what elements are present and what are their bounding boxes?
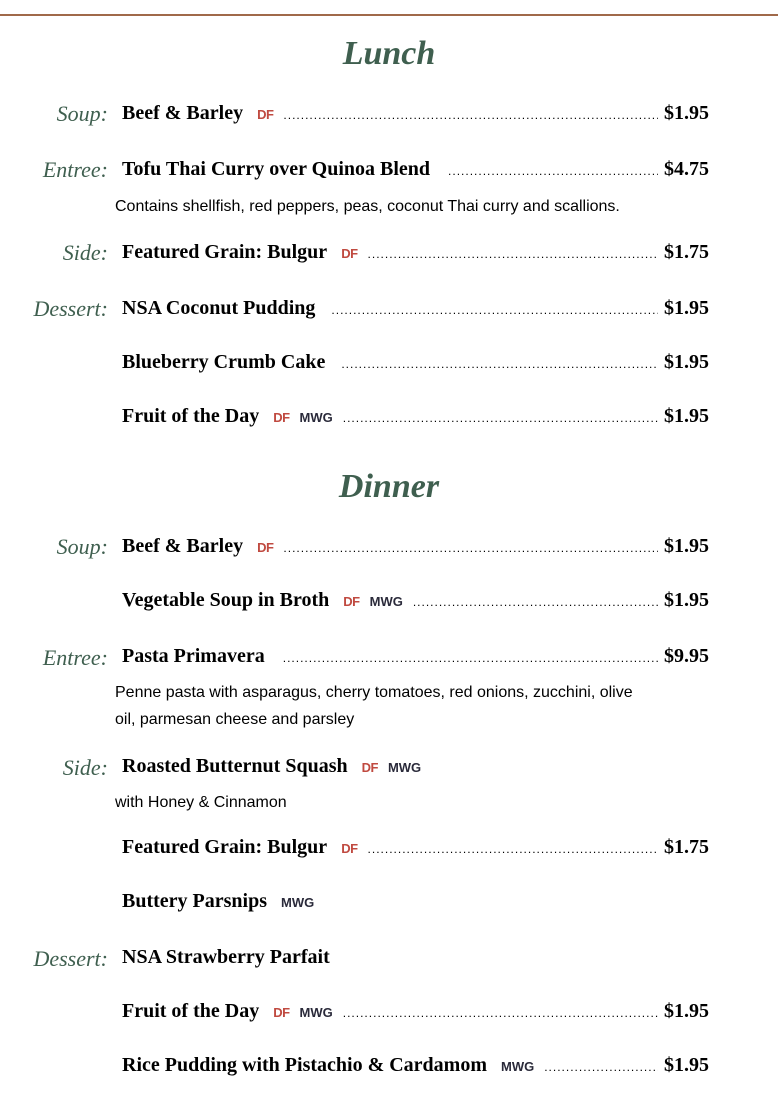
menu-item bbox=[122, 753, 709, 779]
lunch-heading: Lunch bbox=[342, 35, 436, 72]
lunch-category-dessert: Dessert: bbox=[33, 296, 108, 321]
menu-item bbox=[122, 1052, 709, 1078]
dairy-free-badge: DF bbox=[341, 246, 358, 261]
item-name: Roasted Butternut Squash bbox=[122, 755, 348, 777]
item-price: $1.95 bbox=[664, 1000, 709, 1022]
leader-dots bbox=[368, 247, 658, 261]
item-price: $1.75 bbox=[664, 836, 709, 858]
lunch-category-side: Side: bbox=[62, 240, 108, 265]
item-price: $1.95 bbox=[664, 297, 709, 319]
item-description: oil, parmesan cheese and parsley bbox=[115, 711, 355, 728]
menu-item bbox=[122, 998, 709, 1024]
mwg-badge: MWG bbox=[501, 1059, 535, 1074]
dinner-heading: Dinner bbox=[338, 468, 440, 505]
leader-dots bbox=[448, 164, 658, 178]
dinner-category-soup: Soup: bbox=[56, 534, 108, 559]
lunch-category-soup: Soup: bbox=[56, 101, 108, 126]
item-name: Beef & Barley bbox=[122, 535, 244, 557]
leader-dots bbox=[283, 108, 658, 122]
item-price: $1.95 bbox=[664, 405, 709, 427]
menu-item bbox=[122, 100, 709, 126]
item-price: $1.95 bbox=[664, 589, 709, 611]
leader-dots bbox=[331, 303, 658, 317]
item-price: $1.95 bbox=[664, 535, 709, 557]
dinner-category-entree: Entree: bbox=[42, 645, 108, 670]
item-name: Blueberry Crumb Cake bbox=[122, 351, 326, 373]
item-name: Tofu Thai Curry over Quinoa Blend bbox=[122, 158, 431, 180]
menu-item bbox=[122, 587, 709, 613]
leader-dots bbox=[343, 411, 658, 425]
item-name: Buttery Parsnips bbox=[122, 890, 267, 912]
mwg-badge: MWG bbox=[299, 410, 333, 425]
top-divider bbox=[0, 14, 778, 16]
item-name: Fruit of the Day bbox=[122, 405, 260, 427]
mwg-badge: MWG bbox=[387, 760, 422, 775]
menu-item bbox=[122, 239, 709, 265]
leader-dots bbox=[341, 357, 658, 371]
item-description: Penne pasta with asparagus, cherry tomatoes, red onions, zucchini, olive bbox=[115, 684, 633, 701]
item-price: $1.95 bbox=[664, 102, 709, 124]
dairy-free-badge: DF bbox=[361, 760, 378, 775]
menu-item bbox=[122, 156, 709, 182]
leader-dots bbox=[413, 595, 658, 609]
menu-item bbox=[122, 643, 709, 669]
dairy-free-badge: DF bbox=[343, 594, 360, 609]
dinner-category-dessert: Dessert: bbox=[33, 946, 108, 971]
menu-item bbox=[122, 834, 709, 860]
item-name: Pasta Primavera bbox=[122, 645, 265, 667]
item-name: Vegetable Soup in Broth bbox=[122, 589, 330, 611]
menu-item bbox=[122, 944, 709, 970]
menu-item bbox=[122, 349, 709, 375]
menu-item bbox=[122, 403, 709, 429]
leader-dots bbox=[283, 541, 658, 555]
dairy-free-badge: DF bbox=[257, 107, 274, 122]
item-name: NSA Strawberry Parfait bbox=[122, 946, 330, 968]
item-name: Beef & Barley bbox=[122, 102, 244, 124]
menu-item bbox=[122, 533, 709, 559]
dairy-free-badge: DF bbox=[273, 410, 290, 425]
item-price: $1.75 bbox=[664, 241, 709, 263]
leader-dots bbox=[283, 651, 658, 665]
item-name: Fruit of the Day bbox=[122, 1000, 260, 1022]
item-name: NSA Coconut Pudding bbox=[122, 297, 316, 319]
leader-dots bbox=[544, 1060, 658, 1074]
dairy-free-badge: DF bbox=[257, 540, 274, 555]
item-price: $1.95 bbox=[664, 1054, 709, 1076]
item-description: Contains shellfish, red peppers, peas, coconut Thai curry and scallions. bbox=[115, 198, 620, 215]
item-name: Featured Grain: Bulgur bbox=[122, 241, 328, 263]
item-description: with Honey & Cinnamon bbox=[115, 794, 287, 811]
mwg-badge: MWG bbox=[369, 594, 403, 609]
lunch-category-entree: Entree: bbox=[42, 157, 108, 182]
mwg-badge: MWG bbox=[299, 1005, 333, 1020]
leader-dots bbox=[368, 842, 658, 856]
leader-dots bbox=[343, 1006, 658, 1020]
dairy-free-badge: DF bbox=[273, 1005, 290, 1020]
menu-item bbox=[122, 295, 709, 321]
menu-item bbox=[122, 888, 709, 914]
dinner-category-side: Side: bbox=[62, 755, 108, 780]
item-name: Featured Grain: Bulgur bbox=[122, 836, 328, 858]
item-price: $1.95 bbox=[664, 351, 709, 373]
item-price: $9.95 bbox=[664, 645, 709, 667]
mwg-badge: MWG bbox=[281, 895, 315, 910]
item-price: $4.75 bbox=[664, 158, 709, 180]
dairy-free-badge: DF bbox=[341, 841, 358, 856]
item-name: Rice Pudding with Pistachio & Cardamom bbox=[122, 1054, 487, 1076]
